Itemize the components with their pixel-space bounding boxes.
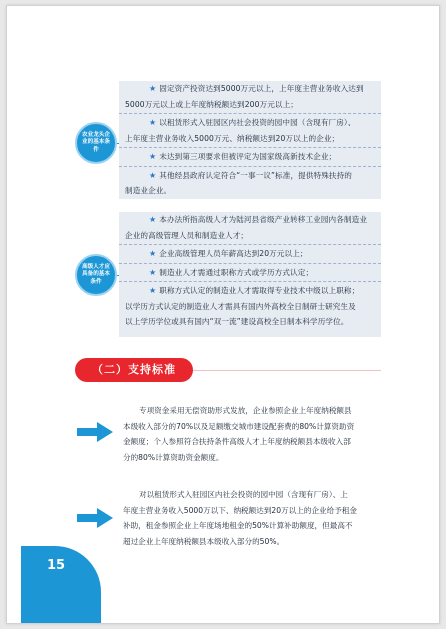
star-icon: ★ bbox=[149, 118, 157, 127]
paragraph-line: 本级收入部分的70%以及足额缴交城市建设配套费的80%计算资助资 bbox=[123, 421, 355, 431]
section1-panel bbox=[119, 81, 381, 199]
section2-panel bbox=[119, 212, 381, 337]
star-icon: ★ bbox=[149, 286, 157, 295]
paragraph-line: 超过企业上年度纳税额县本级收入部分的50%。 bbox=[123, 536, 285, 546]
panel-item-line bbox=[119, 265, 381, 281]
panel-item-text: 企业的高级管理人员和制造业人才； bbox=[125, 230, 249, 240]
panel-item-text: 以上学历学位或具有国内“双一流”建设高校全日制本科学历学位。 bbox=[125, 317, 349, 326]
arrow-right-icon bbox=[77, 508, 113, 528]
section-heading: （二）支持标准 bbox=[75, 358, 193, 382]
panel-item-line bbox=[119, 168, 381, 184]
document-page bbox=[6, 5, 440, 624]
page-number-badge bbox=[21, 546, 101, 624]
arrow-right-icon bbox=[77, 422, 113, 442]
paragraph-1 bbox=[123, 403, 383, 465]
star-icon: ★ bbox=[149, 170, 157, 180]
item-divider bbox=[119, 281, 381, 282]
star-icon: ★ bbox=[149, 249, 157, 258]
panel-item-text: 其他经县政府认定符合“一事一议”标准，提供特殊扶持的 bbox=[159, 170, 352, 180]
panel-item-text: 固定资产投资达到5000万元以上，上年度主营业务收入达到 bbox=[159, 84, 364, 93]
panel-item-text: 未达到第三项要求但被评定为国家级高新技术企业； bbox=[159, 152, 337, 161]
panel-item-text: 5000万元以上或上年度纳税额达到200万元以上； bbox=[125, 99, 299, 109]
panel-item-text: 以租赁形式入驻园区内社会投资的园中园（含现有厂房）、 bbox=[159, 118, 356, 127]
panel-item-line bbox=[119, 246, 381, 262]
star-icon: ★ bbox=[149, 215, 157, 224]
panel-item-line bbox=[119, 299, 381, 315]
item-divider bbox=[119, 113, 381, 114]
panel-item-line bbox=[119, 115, 381, 131]
panel-item-line bbox=[119, 97, 381, 113]
panel-item-line bbox=[119, 283, 381, 299]
panel-item-line bbox=[119, 81, 381, 97]
panel-item-line bbox=[119, 183, 381, 199]
panel-item-text: 以学历方式认定的制造业人才需具有国内外高校全日制研士研究生及 bbox=[125, 301, 356, 311]
item-divider bbox=[119, 244, 381, 245]
item-divider bbox=[119, 263, 381, 264]
star-icon: ★ bbox=[149, 84, 157, 93]
panel-item-line bbox=[119, 149, 381, 165]
panel-item-text: 企业高级管理人员年薪高达到20万元以上； bbox=[159, 249, 308, 258]
panel-item-text: 上年度主营业务收入5000万元、纳税额达到20万以上的企业； bbox=[125, 133, 340, 143]
star-icon: ★ bbox=[149, 152, 157, 161]
panel-item-text: 本办法所指高级人才为陆河县省级产业转移工业园内各制造业 bbox=[159, 215, 368, 224]
paragraph-line: 补助，租金参照企业上年度场地租金的50%计算补助额度，但最高不 bbox=[123, 521, 353, 530]
paragraph-2 bbox=[123, 487, 385, 549]
panel-item-line bbox=[119, 228, 381, 244]
panel-item-line bbox=[119, 131, 381, 147]
panel-item-text: 职称方式认定的制造业人才需取得专业技术中级以上职称； bbox=[159, 286, 360, 295]
item-divider bbox=[119, 166, 381, 167]
page-number: 15 bbox=[47, 558, 66, 573]
panel-item-line bbox=[119, 212, 381, 228]
panel-item-text: 制造业企业。 bbox=[125, 186, 172, 195]
section1-label-badge bbox=[75, 122, 117, 164]
section1-label: 农业龙头企业的基本条件 bbox=[82, 131, 110, 153]
section2-label: 高级人才应具备的基本条件 bbox=[82, 263, 110, 285]
paragraph-line: 对以租赁形式入驻园区内社会投资的园中园（含现有厂房）、上 bbox=[139, 490, 348, 499]
paragraph-line: 专项资金采用无偿资助形式发放，企业参照企业上年度纳税额县 bbox=[139, 406, 352, 415]
paragraph-line: 分的80%计算资助资金额度。 bbox=[123, 452, 224, 462]
paragraph-line: 年度主营业务收入5000万以下、纳税额达到20万以上的企业给予租金 bbox=[123, 505, 358, 515]
paragraph-line: 金额度；个人参照符合扶持条件高级人才上年度纳税额县本级收入部 bbox=[123, 437, 351, 446]
panel-item-line bbox=[119, 314, 381, 330]
heading-divider bbox=[193, 370, 381, 371]
section2-label-badge bbox=[75, 254, 117, 296]
star-icon: ★ bbox=[149, 267, 157, 277]
panel-item-text: 制造业人才需通过职称方式或学历方式认定； bbox=[159, 267, 314, 277]
item-divider bbox=[119, 147, 381, 148]
